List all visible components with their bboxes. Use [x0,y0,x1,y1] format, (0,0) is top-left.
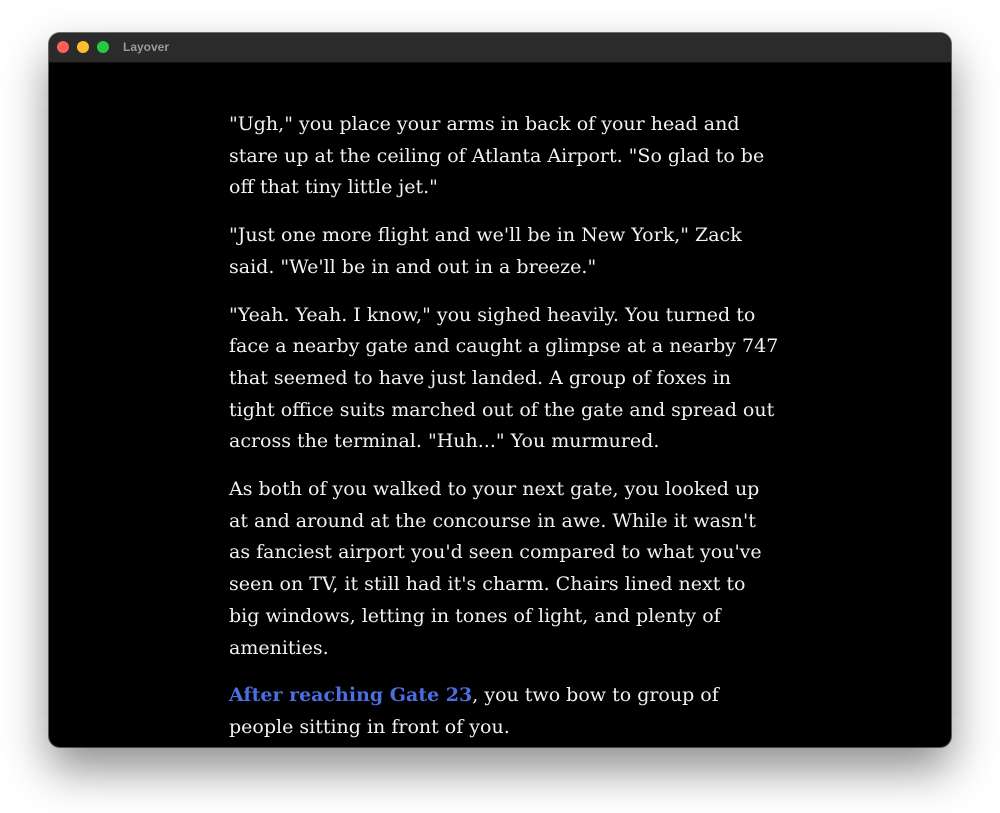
story-passage [229,109,781,747]
story-paragraph: "Just one more flight and we'll be in New York," Zack said. "We'll be in and out in a breeze." [229,224,742,278]
story-paragraph-final [229,680,781,743]
choice-link-gate-23[interactable]: After reaching Gate 23 [229,684,473,707]
minimize-window-button[interactable] [77,41,89,53]
story-paragraph: "Ugh," you place your arms in back of your head and stare up at the ceiling of Atlanta Airport. "So glad to be off that tiny little jet." [229,113,765,199]
window-title: Layover [123,40,170,54]
story-text: , you two bow to group of people sitting in front of you. [229,684,719,738]
close-window-button[interactable] [57,41,69,53]
title-bar[interactable] [49,33,951,63]
story-paragraph: As both of you walked to your next gate, you looked up at and around at the concourse in awe. While it wasn't as fanciest airport you'd seen compared to what you've seen on TV, it still had it's charm. Chairs lined next to big windows, letting in tones of light, and plenty of amenities. [229,478,762,659]
story-paragraph: "Yeah. Yeah. I know," you sighed heavily. You turned to face a nearby gate and caught a glimpse at a nearby 747 that seemed to have just landed. A group of foxes in tight office suits marched out of the gate and spread out across the terminal. "Huh..." You murmured. [229,303,779,453]
app-window [49,33,951,747]
zoom-window-button[interactable] [97,41,109,53]
